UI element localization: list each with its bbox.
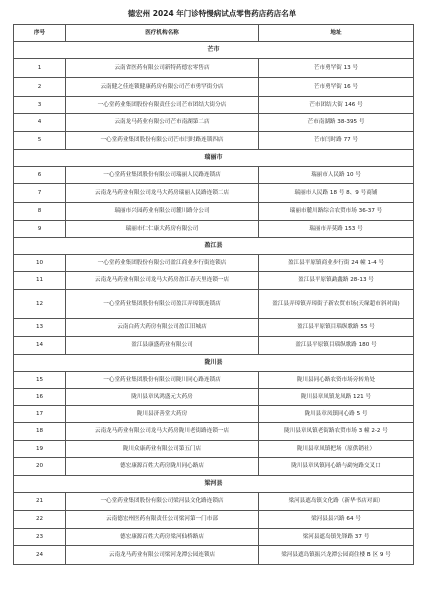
- row-org: 云南健之佳连锁健康药房有限公司芒市勇罕街分店: [66, 78, 259, 97]
- row-index: 14: [14, 337, 66, 355]
- table-row: [14, 78, 414, 97]
- row-index: 8: [14, 203, 66, 221]
- row-addr: 盈江县平原镇目瑙纵歌路 180 号: [259, 337, 414, 355]
- row-index: 17: [14, 406, 66, 423]
- row-addr: 盈江县平原镇目瑙纵歌路 55 号: [259, 319, 414, 337]
- region-row: [14, 355, 414, 372]
- table-row: [14, 114, 414, 132]
- pharmacy-table: [13, 24, 414, 565]
- row-org: 云南龙马药业有限公司龙马大药房瑞丽人民路连锁二店: [66, 184, 259, 203]
- region-name: 芒市: [14, 42, 414, 59]
- table-row: [14, 406, 414, 423]
- row-index: 15: [14, 372, 66, 389]
- region-name: 盈江县: [14, 238, 414, 255]
- row-addr: 陇川县章凤镇同心路 5 号: [259, 406, 414, 423]
- row-org: 云南龙马药业有限公司龙马大药房盈江春天里连锁一店: [66, 272, 259, 290]
- row-index: 4: [14, 114, 66, 132]
- region-row: [14, 150, 414, 167]
- table-row: [14, 458, 414, 476]
- row-org: 盈江县康盛药业有限公司: [66, 337, 259, 355]
- row-index: 1: [14, 59, 66, 78]
- row-org: 德宏康源百姓大药房梁河仙桥路店: [66, 529, 259, 546]
- table-row: [14, 132, 414, 150]
- row-index: 18: [14, 423, 66, 441]
- row-addr: 陇川县同心路农资市场旁转角处: [259, 372, 414, 389]
- table-row: [14, 441, 414, 458]
- row-org: 一心堂药业集团股份有限公司盈江弄璋镇连锁店: [66, 290, 259, 319]
- row-index: 10: [14, 255, 66, 272]
- table-row: [14, 203, 414, 221]
- row-addr: 盈江县弄璋镇弄璋街子新农贸市场(天缘超市斜对面): [259, 290, 414, 319]
- row-org: 云南白药大药房有限公司盈江旧城店: [66, 319, 259, 337]
- table-row: [14, 529, 414, 546]
- row-org: 云南龙马药业有限公司梁河龙潭公园连锁店: [66, 546, 259, 565]
- row-addr: 瑞丽市麓川路综合农贸市场 36-37 号: [259, 203, 414, 221]
- table-body: [14, 42, 414, 565]
- row-addr: 芒市勇罕街 16 号: [259, 78, 414, 97]
- row-org: 云南龙马药业有限公司龙马大药房陇川老街路连锁一店: [66, 423, 259, 441]
- row-index: 20: [14, 458, 66, 476]
- table-row: [14, 221, 414, 238]
- row-org: 云南龙马药业有限公司芒市南湖第二店: [66, 114, 259, 132]
- row-org: 一心堂药业集团股份有限公司瑞丽人民路连锁店: [66, 167, 259, 184]
- row-addr: 陇川县章凤镇老街路农贸市场 3 幢 2-2 号: [259, 423, 414, 441]
- row-addr: 瑞丽市人民路 10 号: [259, 167, 414, 184]
- row-index: 19: [14, 441, 66, 458]
- row-org: 云南德宏州医药有限责任公司梁河第一门市部: [66, 511, 259, 529]
- header-org: 医疗机构名称: [66, 25, 259, 42]
- row-addr: 陇川县章凤镇把场（原供销社）: [259, 441, 414, 458]
- table-row: [14, 184, 414, 203]
- row-addr: 芒市团结大街 146 号: [259, 97, 414, 114]
- row-index: 13: [14, 319, 66, 337]
- row-addr: 盈江县平原镇勐鑫路 28-13 号: [259, 272, 414, 290]
- row-addr: 芒市闫时路 77 号: [259, 132, 414, 150]
- row-index: 11: [14, 272, 66, 290]
- table-row: [14, 272, 414, 290]
- row-org: 一心堂药业集团股份有限公司盈江商业步行街连锁店: [66, 255, 259, 272]
- region-name: 梁河县: [14, 476, 414, 493]
- row-addr: 梁河县遮岛镇文化路（新华书店对面）: [259, 493, 414, 511]
- row-addr: 梁河县遮岛镇先锋路 37 号: [259, 529, 414, 546]
- row-index: 5: [14, 132, 66, 150]
- row-index: 9: [14, 221, 66, 238]
- row-addr: 芒市勇罕街 13 号: [259, 59, 414, 78]
- region-row: [14, 238, 414, 255]
- row-org: 德宏康源百姓大药房陇川同心路店: [66, 458, 259, 476]
- row-org: 瑞丽市仁仁康大药房有限公司: [66, 221, 259, 238]
- table-row: [14, 423, 414, 441]
- row-org: 云南省医药有限公司新特药德宏零售店: [66, 59, 259, 78]
- row-addr: 芒市南湖路 38-395 号: [259, 114, 414, 132]
- row-index: 7: [14, 184, 66, 203]
- header-index: 序号: [14, 25, 66, 42]
- table-row: [14, 167, 414, 184]
- header-addr: 地址: [259, 25, 414, 42]
- row-org: 陇川众康药业有限公司第五门店: [66, 441, 259, 458]
- row-index: 16: [14, 389, 66, 406]
- table-row: [14, 59, 414, 78]
- row-index: 12: [14, 290, 66, 319]
- row-index: 21: [14, 493, 66, 511]
- table-row: [14, 97, 414, 114]
- row-org: 瑞丽市兴园药业有限公司麓川路分公司: [66, 203, 259, 221]
- row-addr: 梁河县遮岛镇振兴龙潭公园商住楼 B 区 9 号: [259, 546, 414, 565]
- region-row: [14, 476, 414, 493]
- row-org: 陇川县济善堂大药房: [66, 406, 259, 423]
- table-row: [14, 546, 414, 565]
- row-index: 24: [14, 546, 66, 565]
- row-addr: 瑞丽市弄莫路 153 号: [259, 221, 414, 238]
- region-name: 瑞丽市: [14, 150, 414, 167]
- row-addr: 陇川县章凤镇同心路与勐宛路交叉口: [259, 458, 414, 476]
- row-index: 23: [14, 529, 66, 546]
- row-index: 3: [14, 97, 66, 114]
- row-addr: 梁河县县兴路 64 号: [259, 511, 414, 529]
- row-org: 一心堂药业集团股份有限公司梁河县文化路连锁店: [66, 493, 259, 511]
- table-row: [14, 319, 414, 337]
- table-row: [14, 511, 414, 529]
- row-index: 6: [14, 167, 66, 184]
- table-row: [14, 372, 414, 389]
- table-row: [14, 255, 414, 272]
- row-addr: 陇川县章凤镇龙凤路 121 号: [259, 389, 414, 406]
- row-addr: 瑞丽市人民路 18 号 8、9 号商铺: [259, 184, 414, 203]
- table-row: [14, 389, 414, 406]
- region-row: [14, 42, 414, 59]
- region-name: 陇川县: [14, 355, 414, 372]
- table-row: [14, 337, 414, 355]
- table-header-row: [14, 25, 414, 42]
- row-index: 22: [14, 511, 66, 529]
- row-org: 陇川县章凤鸿盛元大药房: [66, 389, 259, 406]
- table-row: [14, 290, 414, 319]
- row-org: 一心堂药业集团股份有限公司芒市闫时路连锁四店: [66, 132, 259, 150]
- row-index: 2: [14, 78, 66, 97]
- row-org: 一心堂药业集团股份有限责任公司芒市团结大街分店: [66, 97, 259, 114]
- document-title: 德宏州 2024 年门诊特慢病试点零售药店药店名单: [127, 9, 297, 18]
- row-addr: 盈江县平原镇商业步行街 24 幢 1-4 号: [259, 255, 414, 272]
- table-row: [14, 493, 414, 511]
- row-org: 一心堂药业集团股份有限公司陇川同心路连锁店: [66, 372, 259, 389]
